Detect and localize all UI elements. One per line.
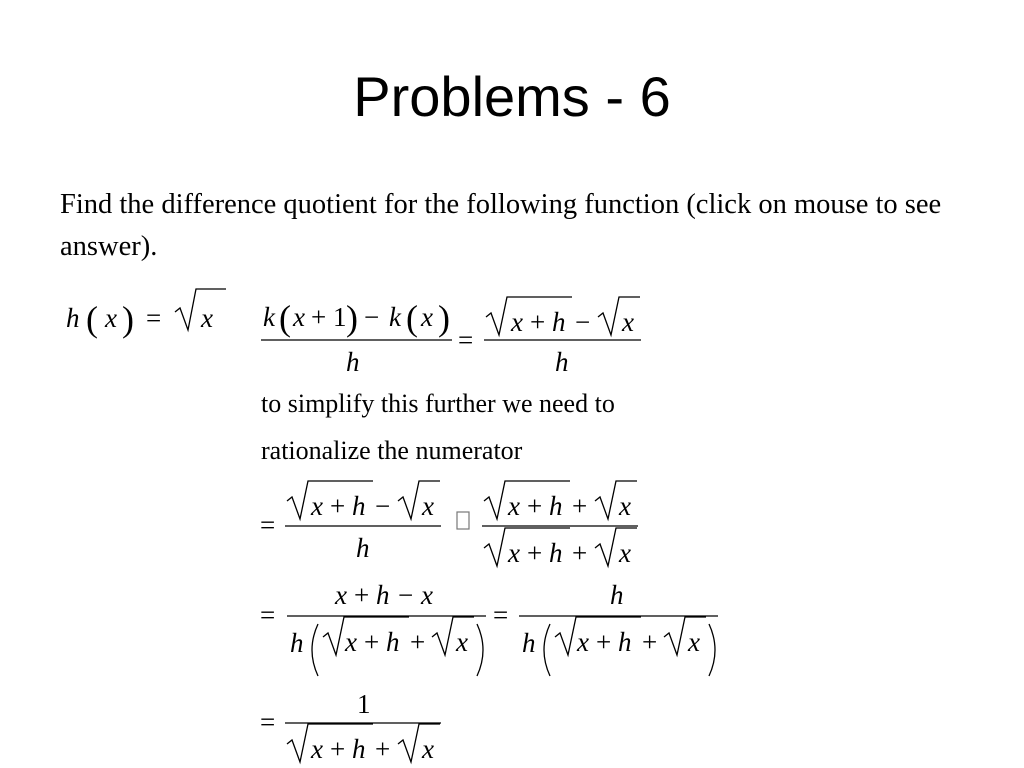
svg-text:h: h bbox=[555, 347, 569, 377]
svg-text:x: x bbox=[421, 302, 433, 332]
difference-quotient-setup bbox=[261, 297, 641, 377]
svg-text:=: = bbox=[260, 600, 276, 630]
svg-text:h: h bbox=[376, 580, 390, 610]
svg-text:+: + bbox=[530, 307, 546, 337]
svg-text:1: 1 bbox=[357, 689, 371, 719]
svg-text:h: h bbox=[346, 347, 360, 377]
svg-text:h: h bbox=[618, 627, 632, 657]
svg-text:−: − bbox=[375, 491, 391, 521]
svg-text:h: h bbox=[356, 533, 370, 563]
svg-text:x: x bbox=[508, 491, 520, 521]
svg-text:x: x bbox=[511, 307, 523, 337]
svg-text:x: x bbox=[422, 734, 434, 764]
svg-text:x: x bbox=[293, 302, 305, 332]
svg-text:k: k bbox=[389, 302, 401, 332]
svg-text:x: x bbox=[345, 627, 357, 657]
function-definition bbox=[66, 289, 226, 339]
svg-text:=: = bbox=[260, 707, 276, 737]
problem-instruction: Find the difference quotient for the following function (click on mouse to see answer). bbox=[60, 189, 942, 262]
svg-text:+: + bbox=[364, 627, 380, 657]
svg-text:h: h bbox=[552, 307, 566, 337]
note-line-1: to simplify this further we need to bbox=[261, 389, 615, 418]
svg-text:=: = bbox=[146, 303, 162, 333]
svg-text:(: ( bbox=[279, 298, 291, 338]
svg-text:h: h bbox=[522, 628, 536, 658]
svg-text:(: ( bbox=[86, 299, 98, 339]
svg-text:): ) bbox=[122, 299, 134, 339]
svg-text:x: x bbox=[508, 538, 520, 568]
svg-text:h: h bbox=[66, 303, 80, 333]
svg-text:x: x bbox=[456, 627, 468, 657]
svg-text:x: x bbox=[311, 734, 323, 764]
multiply-glyph-icon bbox=[457, 512, 469, 529]
svg-text:x: x bbox=[105, 303, 117, 333]
svg-text:+: + bbox=[572, 538, 588, 568]
svg-text:x: x bbox=[622, 307, 634, 337]
svg-text:−: − bbox=[575, 307, 591, 337]
svg-text:h: h bbox=[549, 538, 563, 568]
svg-text:h: h bbox=[352, 734, 366, 764]
note-line-2: rationalize the numerator bbox=[261, 436, 523, 465]
svg-text:x: x bbox=[311, 491, 323, 521]
final-answer bbox=[260, 689, 441, 764]
svg-text:+: + bbox=[527, 538, 543, 568]
svg-text:+: + bbox=[311, 302, 327, 332]
rationalize-step bbox=[260, 481, 638, 568]
svg-text:x: x bbox=[421, 580, 433, 610]
svg-text:+: + bbox=[527, 491, 543, 521]
svg-text:−: − bbox=[398, 580, 414, 610]
svg-text:=: = bbox=[493, 600, 509, 630]
svg-text:+: + bbox=[375, 734, 391, 764]
svg-text:−: − bbox=[364, 302, 380, 332]
svg-text:+: + bbox=[642, 627, 658, 657]
svg-text:+: + bbox=[410, 627, 426, 657]
svg-text:): ) bbox=[438, 298, 450, 338]
svg-text:x: x bbox=[577, 627, 589, 657]
svg-text:x: x bbox=[619, 538, 631, 568]
svg-text:x: x bbox=[335, 580, 347, 610]
slide-title: Problems - 6 bbox=[353, 65, 671, 128]
svg-text:x: x bbox=[688, 627, 700, 657]
svg-text:=: = bbox=[458, 325, 474, 355]
svg-text:(: ( bbox=[406, 298, 418, 338]
svg-text:k: k bbox=[263, 302, 275, 332]
svg-text:+: + bbox=[354, 580, 370, 610]
svg-text:+: + bbox=[572, 491, 588, 521]
svg-text:h: h bbox=[386, 627, 400, 657]
svg-text:x: x bbox=[619, 491, 631, 521]
svg-text:h: h bbox=[549, 491, 563, 521]
svg-text:x: x bbox=[201, 303, 213, 333]
svg-text:+: + bbox=[330, 491, 346, 521]
svg-text:=: = bbox=[260, 510, 276, 540]
svg-text:h: h bbox=[352, 491, 366, 521]
svg-text:h: h bbox=[290, 628, 304, 658]
svg-text:h: h bbox=[610, 580, 624, 610]
simplified-step bbox=[260, 580, 718, 676]
svg-text:+: + bbox=[596, 627, 612, 657]
svg-text:x: x bbox=[422, 491, 434, 521]
svg-text:): ) bbox=[346, 298, 358, 338]
svg-text:+: + bbox=[330, 734, 346, 764]
svg-text:1: 1 bbox=[333, 302, 347, 332]
